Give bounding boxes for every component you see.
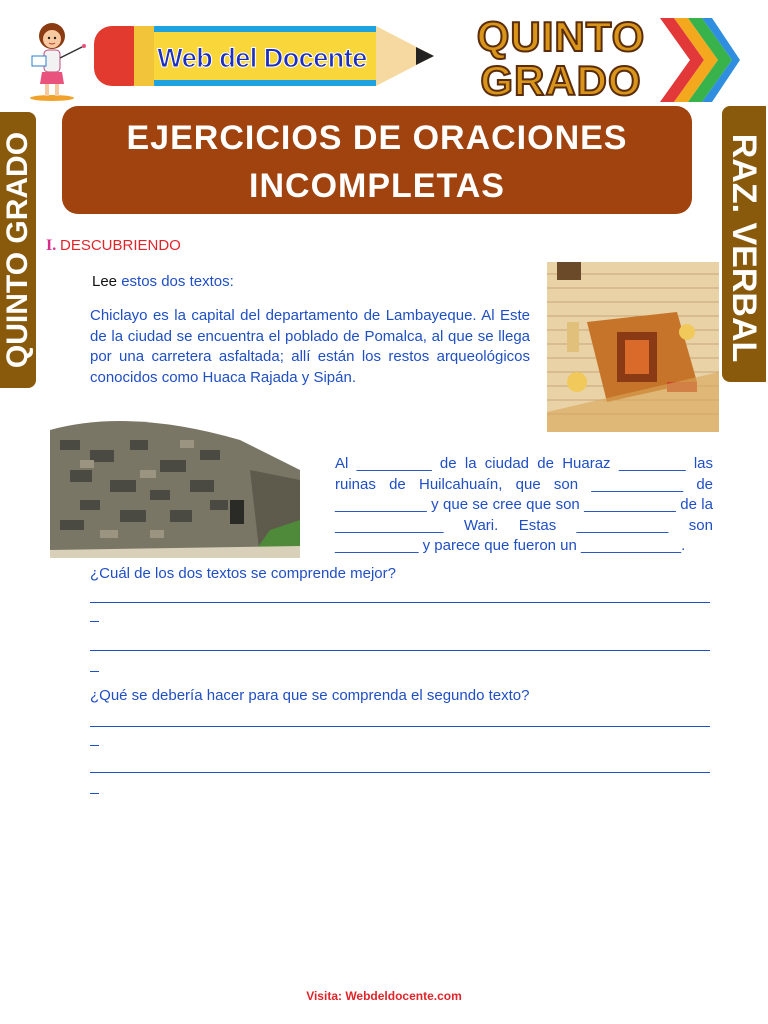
- answer-line[interactable]: [90, 600, 710, 603]
- left-side-tab-label: QUINTO GRADO: [1, 131, 34, 369]
- intro-rest: estos dos textos:: [117, 273, 234, 290]
- reading-text-1: Chiclayo es la capital del departamento de Lambayeque. Al Este de la ciudad se encuentra el poblado de Pomalca, al que se llega por una carretera asfaltada; allí están los restos arqueológicos conocidos como Huaca Rajada y Sipán.: [90, 307, 530, 386]
- section-number: I.: [46, 237, 57, 254]
- grade-badge-line2: GRADO: [480, 57, 642, 104]
- answer-line-stub: [90, 620, 99, 622]
- answer-line[interactable]: [90, 770, 710, 773]
- intro-verb: Lee: [92, 273, 118, 290]
- brand-label: Web del Docente: [157, 43, 367, 73]
- grade-badge-line1: QUINTO: [476, 13, 646, 60]
- answer-line-stub: [90, 744, 99, 746]
- answer-line[interactable]: [90, 724, 710, 727]
- teacher-illustration: [28, 18, 88, 102]
- ruins-photo: [50, 410, 300, 558]
- answer-line-stub: [90, 792, 99, 794]
- page-title-line2: INCOMPLETAS: [249, 167, 505, 205]
- page-title-line1: EJERCICIOS DE ORACIONES: [126, 119, 628, 157]
- answer-line[interactable]: [90, 648, 710, 651]
- footer-link[interactable]: Visita: Webdeldocente.com: [306, 989, 462, 1003]
- right-side-tab-label: RAZ. VERBAL: [725, 133, 763, 363]
- reading-text-2: Al _________ de la ciudad de Huaraz ________ las ruinas de Huilcahuaín, que son ___________ de ___________ y que se cree que son ___________ de la _____________ Wari. Estas ___________ son __________ y parece que fueron un ____________.: [335, 455, 713, 554]
- page-title: [62, 114, 692, 210]
- answer-line-stub: [90, 670, 99, 672]
- section-heading: DESCUBRIENDO: [60, 237, 181, 254]
- question-2: ¿Qué se debería hacer para que se comprenda el segundo texto?: [90, 687, 530, 704]
- question-1: ¿Cuál de los dos textos se comprende mejor?: [90, 565, 396, 582]
- mural-photo: [547, 262, 719, 432]
- intro-instruction: [92, 272, 392, 292]
